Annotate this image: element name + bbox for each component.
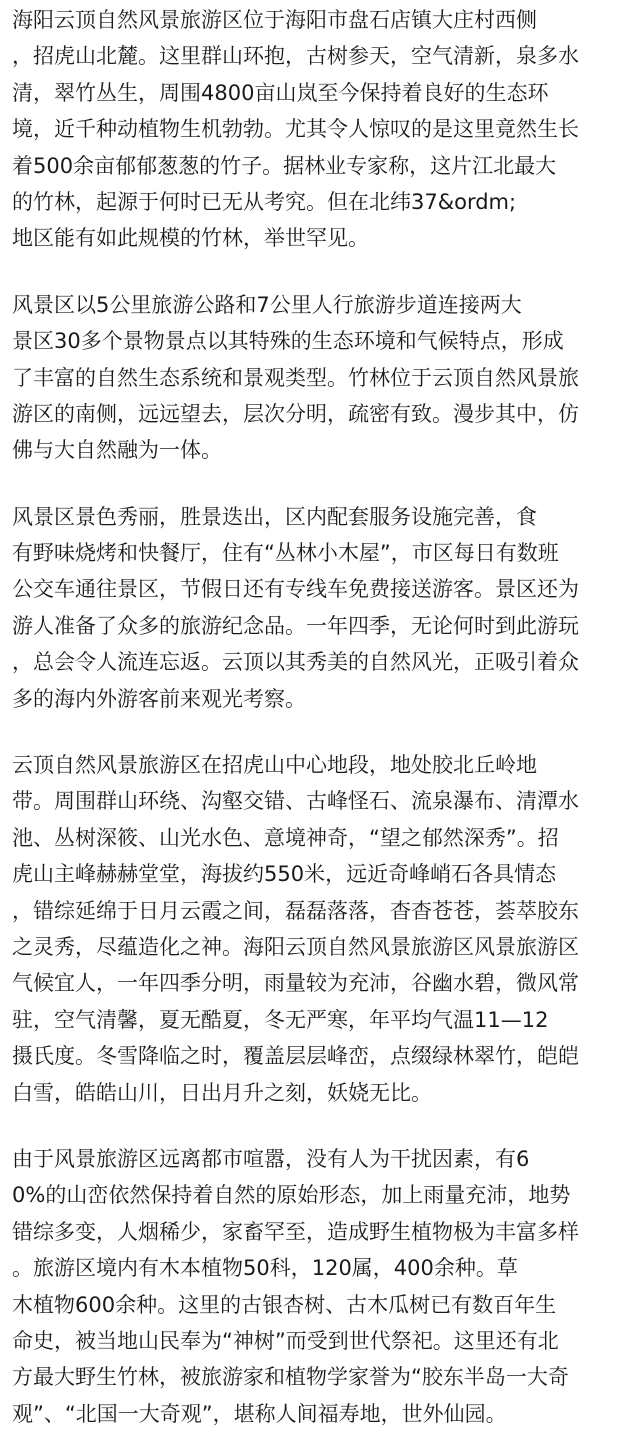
text-line: 白雪，皓皓山川，日出月升之刻，妖娆无比。 — [12, 1080, 432, 1105]
text-line: 虎山主峰赫赫堂堂，海拔约550米，远近奇峰峭石各具情态 — [12, 862, 557, 887]
text-line: 观”、“北国一大奇观”，堪称人间福寿地，世外仙园。 — [12, 1401, 507, 1426]
text-line: ，错综延绵于日月云霞之间，磊磊落落，杳杳苍苍，荟萃胶东 — [12, 898, 579, 923]
paragraph-3 — [0, 499, 640, 717]
text-line: 木植物600余种。这里的古银杏树、古木瓜树已有数百年生 — [12, 1292, 557, 1317]
paragraph-5 — [0, 1141, 640, 1432]
paragraph-gap — [0, 257, 640, 287]
paragraph-1 — [0, 2, 640, 257]
text-line: 摄氏度。冬雪降临之时，覆盖层层峰峦，点缀绿林翠竹，皑皑 — [12, 1044, 579, 1069]
text-line: 命史，被当地山民奉为“神树”而受到世代祭祀。这里还有北 — [12, 1328, 559, 1353]
text-line: 带。周围群山环绕、沟壑交错、古峰怪石、流泉瀑布、清潭水 — [12, 789, 579, 814]
text-line: 。旅游区境内有木本植物50科，120属，400余种。草 — [12, 1256, 518, 1281]
text-line: 错综多变，人烟稀少，家畜罕至，造成野生植物极为丰富多样 — [12, 1219, 579, 1244]
text-line: ，总会令人流连忘返。云顶以其秀美的自然风光，正吸引着众 — [12, 650, 579, 675]
text-line: 气候宜人，一年四季分明，雨量较为充沛，谷幽水碧，微风常 — [12, 971, 579, 996]
text-line: 地区能有如此规模的竹林，举世罕见。 — [12, 226, 369, 251]
paragraph-gap — [0, 469, 640, 499]
text-line: 游区的南侧，远远望去，层次分明，疏密有致。漫步其中，仿 — [12, 401, 579, 426]
text-line: 有野味烧烤和快餐厅，住有“丛林小木屋”，市区每日有数班 — [12, 541, 559, 566]
text-line: 风景区景色秀丽，胜景迭出，区内配套服务设施完善，食 — [12, 504, 537, 529]
text-line: 的竹林，起源于何时已无从考究。但在北纬37&ordm; — [12, 189, 517, 214]
paragraph-4 — [0, 747, 640, 1111]
text-line: 之灵秀，尽蕴造化之神。海阳云顶自然风景旅游区风景旅游区 — [12, 934, 579, 959]
text-line: 池、丛树深筱、山光水色、意境神奇，“望之郁然深秀”。招 — [12, 825, 559, 850]
text-line: 了丰富的自然生态系统和景观类型。竹林位于云顶自然风景旅 — [12, 365, 579, 390]
text-line: 公交车通往景区，节假日还有专线车免费接送游客。景区还为 — [12, 577, 579, 602]
text-line: 清，翠竹丛生，周围4800亩山岚至今保持着良好的生态环 — [12, 80, 549, 105]
text-line: 多的海内外游客前来观光考察。 — [12, 686, 306, 711]
paragraph-gap — [0, 717, 640, 747]
text-line: 景区30多个景物景点以其特殊的生态环境和气候特点，形成 — [12, 329, 564, 354]
text-line: 佛与大自然融为一体。 — [12, 438, 222, 463]
text-line: 境，近千种动植物生机勃勃。尤其令人惊叹的是这里竟然生长 — [12, 117, 579, 142]
text-line: 方最大野生竹林，被旅游家和植物学家誉为“胶东半岛一大奇 — [12, 1365, 569, 1390]
text-line: 风景区以5公里旅游公路和7公里人行旅游步道连接两大 — [12, 292, 522, 317]
text-line: 游人准备了众多的旅游纪念品。一年四季，无论何时到此游玩 — [12, 613, 579, 638]
text-line: 由于风景旅游区远离都市喧嚣，没有人为干扰因素，有6 — [12, 1146, 530, 1171]
paragraph-gap — [0, 1111, 640, 1141]
text-line: 云顶自然风景旅游区在招虎山中心地段，地处胶北丘岭地 — [12, 753, 537, 778]
text-line: ，招虎山北麓。这里群山环抱，古树参天，空气清新，泉多水 — [12, 44, 579, 69]
text-line: 驻，空气清馨，夏无酷夏，冬无严寒，年平均气温11—12 — [12, 1007, 549, 1032]
paragraph-2 — [0, 287, 640, 469]
text-line: 着500余亩郁郁葱葱的竹子。据林业专家称，这片江北最大 — [12, 153, 557, 178]
text-line: 海阳云顶自然风景旅游区位于海阳市盘石店镇大庄村西侧 — [12, 8, 537, 32]
text-line: 0%的山峦依然保持着自然的原始形态，加上雨量充沛，地势 — [12, 1183, 571, 1208]
